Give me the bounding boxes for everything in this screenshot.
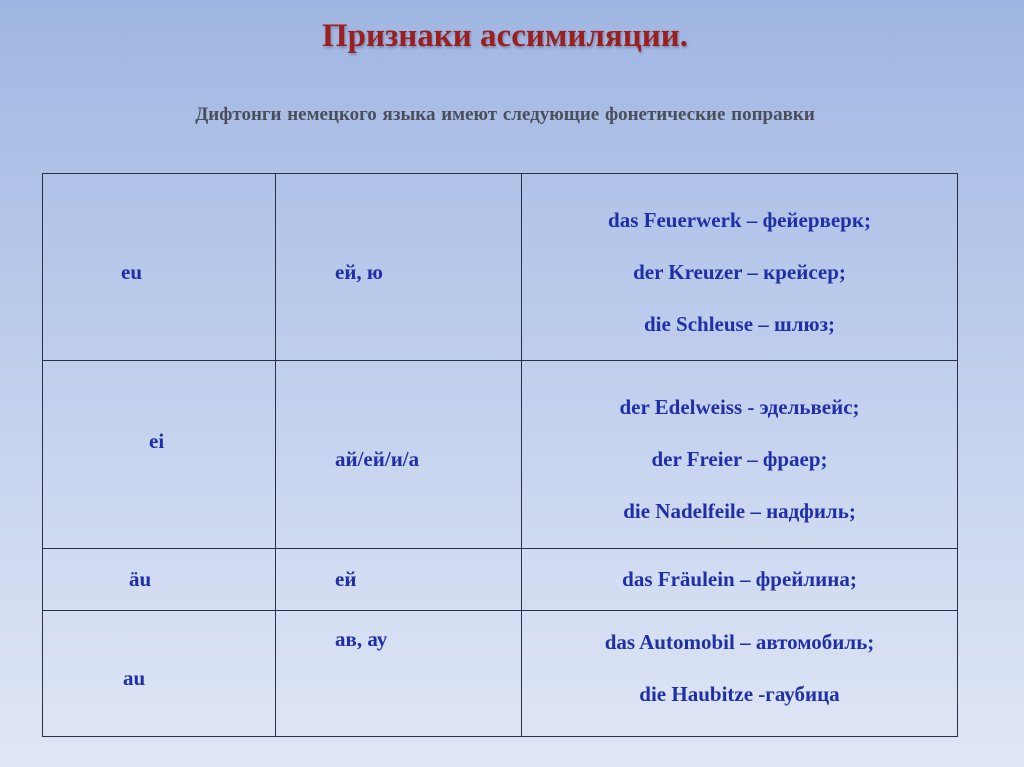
- sound-label: ай/ей/и/а: [335, 447, 420, 471]
- example-line: die Haubitze -гаубица: [639, 682, 840, 706]
- table-row: [43, 174, 958, 361]
- diphthong-label: eu: [121, 260, 142, 284]
- diphthong-cell: [43, 611, 276, 737]
- table-row: [43, 549, 958, 611]
- sound-label: ей, ю: [335, 260, 383, 284]
- sound-label: ей: [335, 567, 357, 591]
- example-line: die Nadelfeile – надфиль;: [623, 499, 856, 523]
- table-row: [43, 361, 958, 549]
- example-line: der Edelweiss - эдельвейс;: [619, 395, 860, 419]
- sound-cell: [276, 361, 522, 549]
- diphthong-label: äu: [129, 567, 152, 591]
- diphthong-cell: [43, 174, 276, 361]
- examples-cell: [522, 611, 958, 737]
- example-line: der Freier – фраер;: [651, 447, 828, 471]
- sound-cell: [276, 611, 522, 737]
- examples-cell: [522, 361, 958, 549]
- sound-label: ав, ау: [335, 627, 388, 651]
- examples-cell: [522, 549, 958, 611]
- sound-cell: [276, 174, 522, 361]
- example-line: das Automobil – автомобиль;: [604, 630, 875, 654]
- diphthong-cell: [43, 549, 276, 611]
- diphthong-cell: [43, 361, 276, 549]
- example-line: die Schleuse – шлюз;: [643, 312, 836, 336]
- diphthong-table: [42, 173, 958, 737]
- page-title: Признаки ассимиляции.: [321, 18, 689, 54]
- table-row: [43, 611, 958, 737]
- diphthong-label: au: [123, 666, 146, 690]
- example-line: das Feuerwerk – фейерверк;: [608, 208, 871, 232]
- example-line: der Kreuzer – крейсер;: [633, 260, 846, 284]
- examples-cell: [522, 174, 958, 361]
- example-line: das Fräulein – фрейлина;: [622, 567, 857, 591]
- diphthong-label: ei: [149, 429, 165, 453]
- sound-cell: [276, 549, 522, 611]
- page-subtitle: Дифтонги немецкого языка имеют следующие фонетические поправки: [195, 104, 815, 125]
